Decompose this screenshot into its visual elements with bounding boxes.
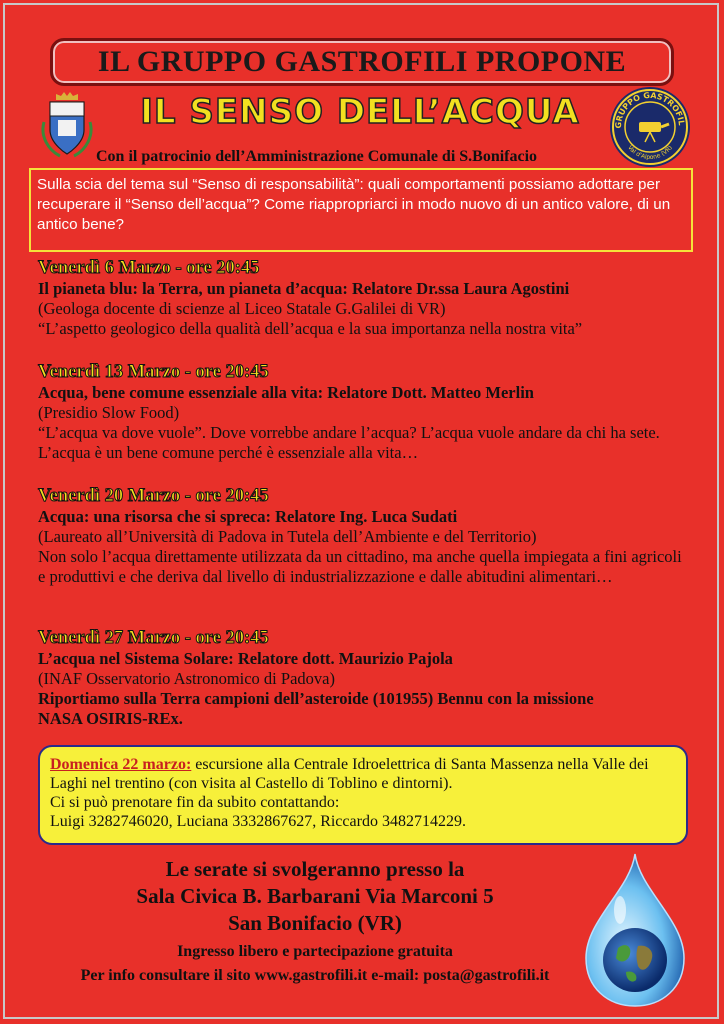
event-2 (38, 362, 708, 463)
event-affiliation: (Geologa docente di scienze al Liceo Statale G.Galilei di VR) (38, 299, 446, 318)
event-heading: Acqua, bene comune essenziale alla vita: Relatore Dott. Matteo Merlin (38, 383, 534, 402)
event-4 (38, 628, 708, 729)
event-affiliation: (INAF Osservatorio Astronomico di Padova) (38, 669, 335, 688)
event-title: IL SENSO DELL’ACQUA (140, 92, 580, 132)
event-heading: L’acqua nel Sistema Solare: Relatore dott. Maurizio Pajola (38, 649, 453, 668)
free-entry-text: Ingresso libero e partecipazione gratuita (177, 943, 453, 960)
event-3 (38, 486, 708, 587)
venue-line-1: Le serate si svolgeranno presso la (165, 857, 465, 881)
excursion-text: escursione alla Centrale Idroelettrica di Santa Massenza nella Valle dei Laghi nel trentino (con visita al Castello di Toblino e dintorni). (50, 756, 649, 792)
venue-block (30, 856, 600, 985)
water-drop-globe-icon (580, 850, 690, 1010)
header-banner (50, 38, 674, 86)
excursion-description (50, 755, 676, 793)
event-1 (38, 258, 708, 339)
event-description: Non solo l’acqua direttamente utilizzata da un cittadino, ma anche quella impiegata a fini agricoli e produttivi e che deriva dal livello di industrializzazione e dalle abitudini alimentari… (38, 547, 682, 586)
event-affiliation: (Presidio Slow Food) (38, 403, 180, 422)
contacts-text: Luigi 3282746020, Luciana 3332867627, Riccardo 3482714229. (50, 813, 466, 830)
svg-text:Val d'Alpone (VR): Val d'Alpone (VR) (626, 144, 674, 162)
svg-text:GRUPPO GASTROFILI: GRUPPO GASTROFIL (613, 90, 687, 129)
event-description: “L’aspetto geologico della qualità dell’acqua e la sua importanza nella nostra vita” (38, 319, 583, 338)
event-description: “L’acqua va dove vuole”. Dove vorrebbe andare l’acqua? L’acqua vuole andare da chi ha sete. L’acqua è un bene comune perché è essenziale alla vita… (38, 423, 660, 462)
header-text: IL GRUPPO GASTROFILI PROPONE (97, 45, 627, 78)
excursion-box (38, 745, 688, 845)
event-description: Riportiamo sulla Terra campioni dell’asteroide (101955) Bennu con la missione NASA OSIRIS-REx. (38, 689, 594, 728)
event-date: Venerdì 6 Marzo - ore 20:45 (38, 258, 260, 278)
event-heading: Il pianeta blu: la Terra, un pianeta d’acqua: Relatore Dr.ssa Laura Agostini (38, 279, 570, 298)
event-date: Venerdì 20 Marzo - ore 20:45 (38, 486, 269, 506)
patronage-line: Con il patrocinio dell’Amministrazione Comunale di S.Bonifacio (96, 148, 538, 165)
excursion-date: Domenica 22 marzo: (50, 756, 192, 773)
event-date: Venerdì 27 Marzo - ore 20:45 (38, 628, 269, 648)
contact-info: Per info consultare il sito www.gastrofili.it e-mail: posta@gastrofili.it (80, 967, 550, 984)
booking-text: Ci si può prenotare fin da subito contattando: (50, 794, 340, 811)
venue-line-3: San Bonifacio (VR) (228, 911, 402, 935)
event-date: Venerdì 13 Marzo - ore 20:45 (38, 362, 269, 382)
gastrofili-seal-logo (609, 86, 691, 168)
municipal-crest-icon (38, 92, 96, 160)
event-affiliation: (Laureato all’Università di Padova in Tutela dell’Ambiente e del Territorio) (38, 527, 537, 546)
event-heading: Acqua: una risorsa che si spreca: Relatore Ing. Luca Sudati (38, 507, 458, 526)
venue-line-2: Sala Civica B. Barbarani Via Marconi 5 (136, 884, 494, 908)
intro-box: Sulla scia del tema sul “Senso di responsabilità”: quali comportamenti possiamo adottare per recuperare il “Senso dell’acqua”? Come riappropriarci in modo nuovo di un antico valore, di un antico bene? (29, 168, 693, 252)
